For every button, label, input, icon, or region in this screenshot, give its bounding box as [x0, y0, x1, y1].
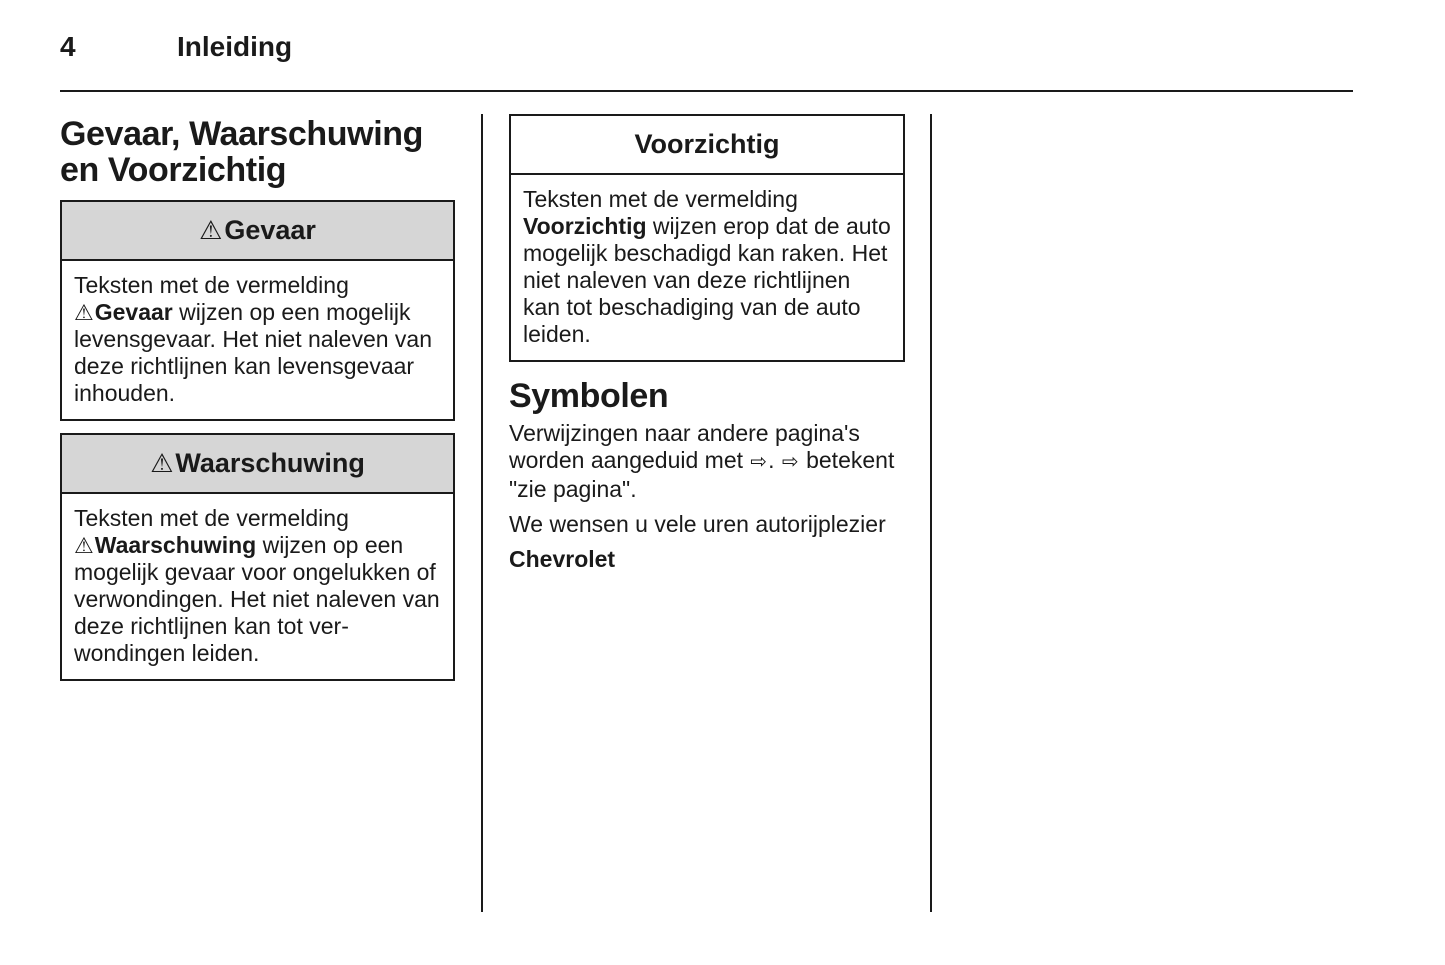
signature: Chevrolet — [509, 546, 616, 572]
warning-triangle-icon: ⚠ — [150, 448, 174, 478]
symbolen-text-a: Verwijzingen naar andere pagina's worden aangeduid met — [509, 420, 860, 473]
notice-waarschuwing-intro: Teksten met de vermelding — [74, 505, 349, 531]
symbolen-text-c: betekent "zie pagina". — [509, 447, 895, 502]
notice-voorzichtig-label: Voorzichtig — [634, 129, 780, 159]
notice-waarschuwing-label: Waarschuwing — [175, 448, 365, 478]
notice-voorzichtig-header — [511, 116, 903, 175]
notice-gevaar-label: Gevaar — [224, 215, 316, 245]
page-reference-arrow-icon: ⇨ — [781, 451, 799, 473]
notice-gevaar-body — [62, 261, 453, 419]
notice-gevaar-keyword: Gevaar — [94, 299, 173, 325]
page-number: 4 — [60, 31, 76, 62]
symbolen-paragraph — [509, 420, 905, 503]
symbolen-text-b: . — [768, 447, 781, 473]
header-rule — [60, 90, 1353, 92]
notice-gevaar — [60, 200, 455, 421]
column-divider-right — [930, 114, 932, 912]
notice-voorzichtig-text: wijzen erop dat de auto mogelijk beschadigd kan raken. Het niet naleven van deze richtlijnen kan tot beschadiging van de auto leiden. — [523, 213, 891, 347]
notice-voorzichtig — [509, 114, 905, 362]
notice-gevaar-text: wijzen op een mogelijk levensgevaar. Het niet naleven van deze richtlijnen kan levensgevaar inhouden. — [74, 299, 433, 406]
page-reference-arrow-icon: ⇨ — [750, 451, 768, 473]
section-title-symbolen: Symbolen — [509, 377, 669, 415]
notice-waarschuwing-keyword: Waarschuwing — [94, 532, 257, 558]
column-left — [60, 114, 455, 681]
column-middle — [509, 114, 905, 573]
notice-waarschuwing — [60, 433, 455, 681]
notice-waarschuwing-header — [62, 435, 453, 494]
warning-triangle-icon: ⚠ — [74, 300, 94, 325]
section-title-warnings: Gevaar, Waarschuwing en Voorzichtig — [60, 115, 423, 189]
notice-gevaar-intro: Teksten met de vermelding — [74, 272, 349, 298]
chapter-title: Inleiding — [177, 31, 293, 62]
warning-triangle-icon: ⚠ — [74, 533, 94, 558]
notice-voorzichtig-keyword: Voorzichtig — [523, 213, 647, 239]
notice-waarschuwing-body — [62, 494, 453, 679]
warning-triangle-icon: ⚠ — [199, 215, 223, 245]
closing-paragraph: We wensen u vele uren autorijplezier — [509, 511, 886, 537]
notice-voorzichtig-intro: Teksten met de vermelding — [523, 186, 798, 212]
notice-waarschuwing-text: wijzen op een mogelijk gevaar voor ongelukken of verwondingen. Het niet naleven van deze richtlijnen kan tot verwondingen leiden. — [74, 532, 440, 666]
notice-voorzichtig-body — [511, 175, 903, 360]
column-divider-left — [481, 114, 483, 912]
notice-gevaar-header — [62, 202, 453, 261]
